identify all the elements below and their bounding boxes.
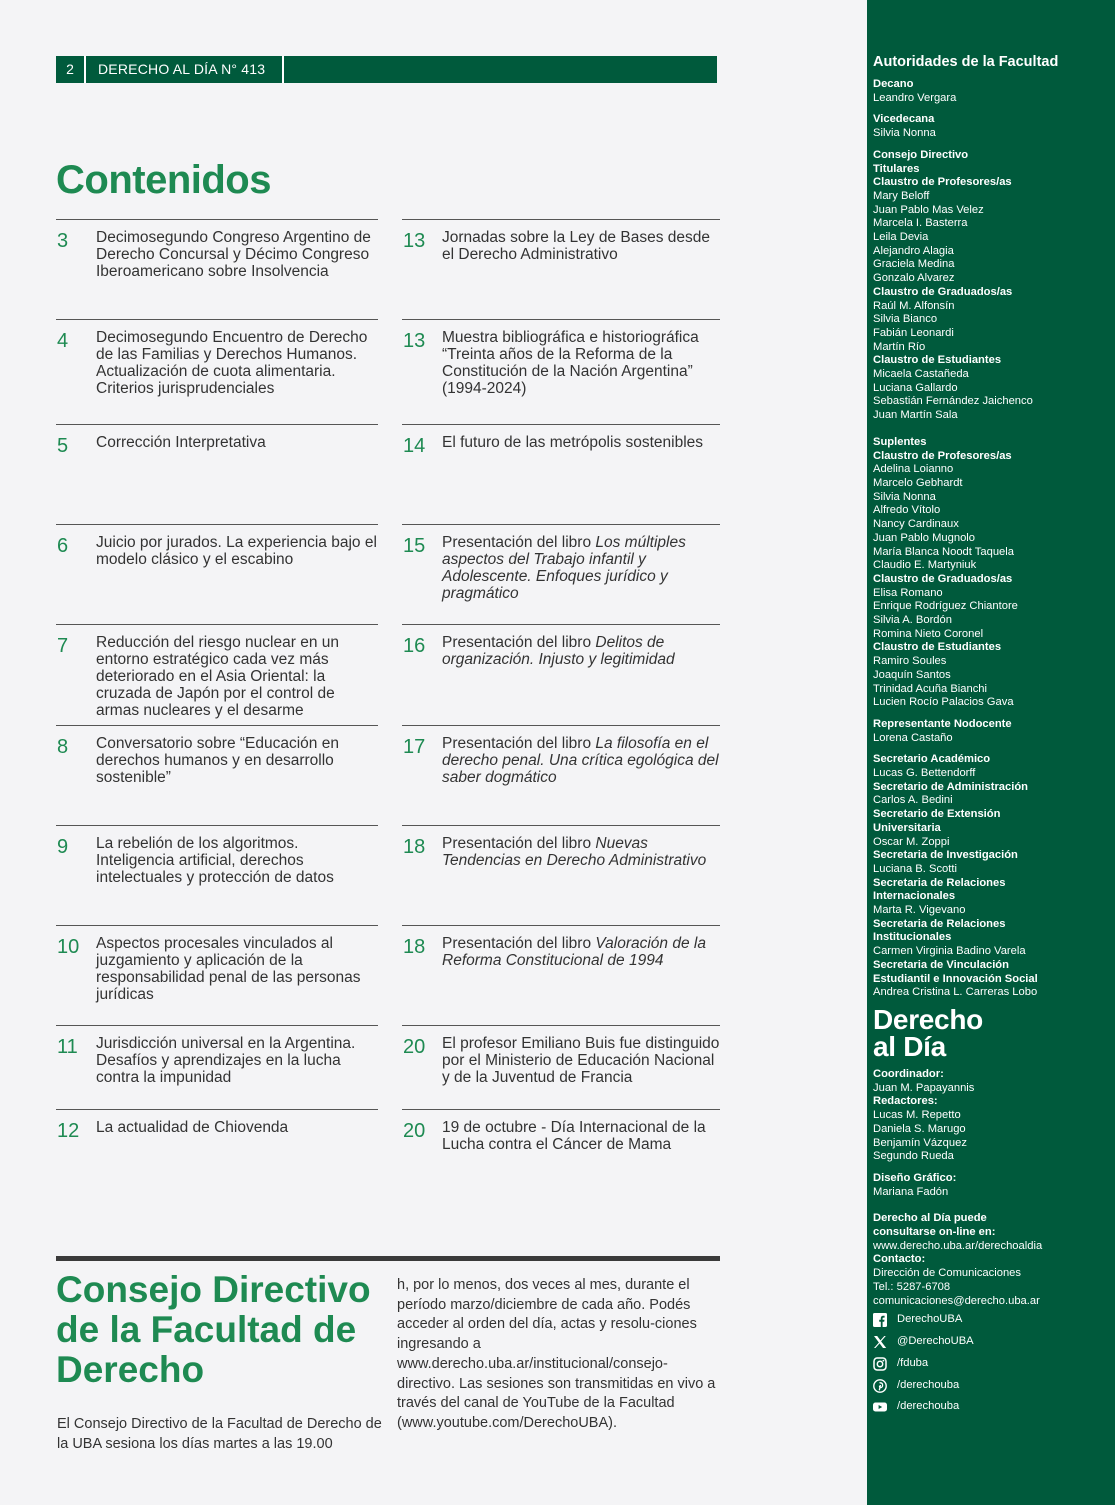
toc-item[interactable]: [56, 725, 378, 825]
toc-item[interactable]: [402, 1109, 720, 1209]
toc-item[interactable]: [56, 925, 378, 1025]
toc-title-italic: La filosofía en el derecho penal. Una crítica egológica del saber dogmático: [442, 735, 719, 786]
toc-page-number: 17: [403, 736, 426, 758]
sidebar-label: Estudiantil e Innovación Social: [873, 972, 1038, 985]
toc-title: [442, 534, 720, 602]
consejo-text-right: h, por lo menos, dos veces al mes, durante el período marzo/diciembre de cada año. Podés acceder al orden del día, actas y resolu-ciones ingresando a www.derecho.uba.ar/institucional/consejo-directivo. Las sesiones son transmitidas en vivo a través del canal de YouTube de la Facultad (www.youtube.com/DerechoUBA).: [397, 1277, 716, 1431]
toc-title-text: La rebelión de los algoritmos. Inteligencia artificial, derechos intelectuales y protección de datos: [96, 835, 334, 886]
sidebar-name: Juan Pablo Mugnolo: [873, 531, 976, 544]
sidebar-name: Segundo Rueda: [873, 1150, 954, 1163]
header-bar: [56, 56, 717, 83]
toc-item[interactable]: [402, 925, 720, 1025]
toc-title-text: Decimosegundo Encuentro de Derecho de las Familias y Derechos Humanos. Actualización de cuota alimentaria. Criterios jurisprudenciales: [96, 329, 368, 397]
page-number: 2: [56, 56, 86, 83]
toc-page-number: 8: [57, 736, 69, 758]
toc-title: [96, 1035, 378, 1086]
consejo-text-left: El Consejo Directivo de la Facultad de Derecho de la UBA sesiona los días martes a las 19.00: [57, 1416, 382, 1452]
toc-page-number: 12: [57, 1120, 80, 1142]
sidebar-name: María Blanca Noodt Taquela: [873, 545, 1014, 558]
sidebar-name: Raúl M. Alfonsín: [873, 299, 955, 312]
spacer: [873, 745, 1109, 753]
toc-title-text: Juicio por jurados. La experiencia bajo el modelo clásico y el escabino: [96, 534, 377, 568]
toc-title: [442, 1035, 720, 1086]
sidebar-name: Micaela Castañeda: [873, 368, 969, 381]
contents-title: Contenidos: [56, 158, 271, 202]
facebook-icon: [873, 1313, 887, 1327]
toc-item[interactable]: [402, 725, 720, 825]
toc-title-italic: Los múltiples aspectos del Trabajo infantil y Adolescente. Enfoques jurídico y pragmático: [442, 534, 686, 602]
toc-title-text: Presentación del libro: [442, 534, 596, 551]
sidebar-label: Derecho al Día puede: [873, 1212, 987, 1225]
sidebar-label: Coordinador:: [873, 1068, 944, 1080]
sidebar-name: Lucien Rocío Palacios Gava: [873, 696, 1014, 709]
toc-title: [442, 835, 720, 869]
sidebar-name: Marta R. Vigevano: [873, 904, 966, 917]
sidebar-name: Silvia Bianco: [873, 313, 938, 326]
x-icon: [873, 1335, 887, 1349]
sidebar-label: Claustro de Profesores/as: [873, 176, 1012, 189]
social-link-x[interactable]: [873, 1331, 1109, 1353]
toc-title-text: Jornadas sobre la Ley de Bases desde el Derecho Administrativo: [442, 229, 710, 263]
toc-page-number: 3: [57, 230, 69, 252]
toc-title-text: El futuro de las metrópolis sostenibles: [442, 434, 704, 451]
sidebar-authorities: [867, 0, 1115, 1505]
sidebar-name: Trinidad Acuña Bianchi: [873, 682, 988, 695]
toc-title-italic: Valoración de la Reforma Constitucional de 1994: [442, 935, 706, 969]
toc-title-text: Muestra bibliográfica e historiográfica “Treinta años de la Reforma de la Constitución de la Nación Argentina” (1994-2024): [442, 329, 699, 397]
toc-title: [96, 935, 378, 1003]
social-handle: /derechouba: [897, 1400, 960, 1413]
sidebar-name: Tel.: 5287-6708: [873, 1280, 951, 1293]
staff-list: [873, 1068, 1109, 1308]
sidebar-name: Lucas G. Bettendorff: [873, 767, 976, 780]
sidebar-label: Claustro de Estudiantes: [873, 641, 1002, 654]
toc-title: [442, 229, 720, 263]
spacer: [873, 1164, 1109, 1172]
sidebar-name: Claudio E. Martyniuk: [873, 559, 977, 572]
toc-title-text: Reducción del riesgo nuclear en un entorno estratégico cada vez más deteriorado en el Asia Oriental: la cruzada de Japón por el control de armas nucleares y el desarme: [96, 634, 339, 719]
toc-title: [442, 329, 720, 397]
sidebar-label: Consejo Directivo: [873, 148, 969, 161]
toc-page-number: 6: [57, 535, 69, 557]
sidebar-name: Fabián Leonardi: [873, 326, 954, 339]
toc-title: [96, 1119, 378, 1136]
sidebar-label: Secretaria de Investigación: [873, 849, 1018, 862]
toc-page-number: 13: [403, 230, 426, 252]
sidebar-name: Romina Nieto Coronel: [873, 627, 984, 640]
sidebar-name: Silvia A. Bordón: [873, 614, 952, 627]
social-handle: /derechouba: [897, 1378, 960, 1391]
sidebar-name: Mariana Fadón: [873, 1185, 949, 1198]
toc-title: [96, 329, 378, 397]
toc-title-text: Presentación del libro: [442, 634, 596, 651]
sidebar-name: Juan Pablo Mas Velez: [873, 203, 984, 216]
sidebar-name: Leila Devia: [873, 231, 929, 244]
toc-title-text: Presentación del libro: [442, 935, 596, 952]
sidebar-label: Claustro de Estudiantes: [873, 354, 1002, 367]
toc-item[interactable]: [56, 424, 378, 524]
sidebar-label: Secretario de Extensión: [873, 808, 1001, 821]
toc-page-number: 18: [403, 836, 426, 858]
toc-page-number: 4: [57, 330, 69, 352]
sidebar-label: Claustro de Profesores/as: [873, 449, 1012, 462]
issue-title: DERECHO AL DÍA N° 413: [86, 56, 284, 83]
sidebar-name: Daniela S. Marugo: [873, 1122, 966, 1135]
toc-title-italic: Nuevas Tendencias en Derecho Administrativo: [442, 835, 707, 869]
sidebar-name: Carmen Virginia Badino Varela: [873, 945, 1026, 958]
toc-item[interactable]: [56, 219, 378, 319]
sidebar-label: Claustro de Graduados/as: [873, 285, 1013, 298]
toc-item[interactable]: [402, 624, 720, 724]
toc-title-text: Aspectos procesales vinculados al juzgamiento y aplicación de la responsabilidad penal de las personas jurídicas: [96, 935, 361, 1003]
sidebar-label: Suplentes: [873, 435, 927, 448]
social-handle: @DerechoUBA: [897, 1335, 974, 1348]
sidebar-label: consultarse on-line en:: [873, 1226, 996, 1239]
toc-title-text: Presentación del libro: [442, 735, 596, 752]
sidebar-label: Institucionales: [873, 931, 952, 944]
spacer: [873, 423, 1109, 436]
toc-page-number: 9: [57, 836, 69, 858]
brand-title: [873, 1006, 1109, 1060]
sidebar-label: Vicedecana: [873, 113, 935, 126]
toc-item[interactable]: [56, 319, 378, 419]
toc-title-text: El profesor Emiliano Buis fue distinguido por el Ministerio de Educación Nacional y de la Juventud de Francia: [442, 1035, 720, 1086]
sidebar-label: Representante Nodocente: [873, 717, 1012, 730]
spacer: [873, 105, 1109, 113]
spacer: [873, 141, 1109, 149]
sidebar-name: www.derecho.uba.ar/derechoaldia: [873, 1239, 1043, 1252]
sidebar-name: Silvia Nonna: [873, 127, 936, 140]
toc-title: [96, 229, 378, 280]
sidebar-name: Andrea Cristina L. Carreras Lobo: [873, 986, 1038, 999]
toc-page-number: 20: [403, 1120, 426, 1142]
sidebar-name: Silvia Nonna: [873, 490, 936, 503]
toc-title: [96, 434, 378, 451]
sidebar-name: Lucas M. Repetto: [873, 1109, 961, 1122]
toc-title-italic: Delitos de organización. Injusto y legitimidad: [442, 634, 675, 668]
toc-item[interactable]: [56, 1109, 378, 1209]
toc-page-number: 14: [403, 435, 426, 457]
sidebar-name: Mary Beloff: [873, 189, 930, 202]
spacer: [873, 1199, 1109, 1212]
toc-item[interactable]: [56, 624, 378, 724]
sidebar-heading: Autoridades de la Facultad: [873, 54, 1059, 70]
sidebar-name: Marcelo Gebhardt: [873, 476, 963, 489]
sidebar-label: Secretario Académico: [873, 753, 991, 766]
sidebar-name: Graciela Medina: [873, 258, 955, 271]
toc-page-number: 15: [403, 535, 426, 557]
sidebar-name: Alejandro Alagia: [873, 244, 954, 257]
toc-item[interactable]: [56, 524, 378, 624]
sidebar-label: Contacto:: [873, 1253, 926, 1266]
sidebar-label: Redactores:: [873, 1095, 938, 1108]
toc-item[interactable]: [402, 319, 720, 419]
sidebar-name: Alfredo Vítolo: [873, 504, 941, 517]
toc-item[interactable]: [402, 524, 720, 624]
toc-page-number: 11: [57, 1036, 78, 1058]
sidebar-name: Luciana Gallardo: [873, 381, 958, 394]
toc-title-text: Corrección Interpretativa: [96, 434, 266, 451]
sidebar-name: Marcela I. Basterra: [873, 217, 968, 230]
sidebar-name: Gonzalo Alvarez: [873, 272, 955, 285]
toc-page-number: 16: [403, 635, 426, 657]
social-handle: DerechoUBA: [897, 1313, 963, 1326]
sidebar-name: Lorena Castaño: [873, 731, 953, 744]
toc-item[interactable]: [402, 825, 720, 925]
sidebar-name: Martín Río: [873, 340, 926, 353]
consejo-title: Consejo Directivo de la Facultad de Derecho: [56, 1269, 371, 1390]
social-handle: /fduba: [897, 1356, 929, 1369]
sidebar-label: Claustro de Graduados/as: [873, 572, 1013, 585]
sidebar-name: Sebastián Fernández Jaichenco: [873, 395, 1033, 408]
sidebar-label: Universitaria: [873, 821, 941, 834]
toc-title: [442, 634, 720, 668]
sidebar-name: Carlos A. Bedini: [873, 794, 953, 807]
sidebar-name: Adelina Loianno: [873, 463, 954, 476]
toc-page-number: 5: [57, 435, 69, 457]
sidebar-label: Decano: [873, 78, 914, 90]
section-divider: [56, 1256, 720, 1261]
social-link-facebook[interactable]: [873, 1309, 1109, 1331]
sidebar-name: Leandro Vergara: [873, 91, 957, 104]
toc-title-text: Decimosegundo Congreso Argentino de Derecho Concursal y Décimo Congreso Iberoamericano sobre Insolvencia: [96, 229, 371, 280]
social-link-youtube[interactable]: [873, 1396, 1109, 1418]
sidebar-name: Nancy Cardinaux: [873, 518, 959, 531]
toc-title: [442, 735, 720, 786]
toc-page-number: 20: [403, 1036, 426, 1058]
sidebar-name: Luciana B. Scotti: [873, 862, 957, 875]
pinterest-icon: [873, 1379, 887, 1393]
toc-title-text: 19 de octubre - Día Internacional de la Lucha contra el Cáncer de Mama: [442, 1119, 706, 1153]
sidebar-label: Internacionales: [873, 890, 956, 903]
toc-page-number: 18: [403, 936, 426, 958]
sidebar-name: Juan Martín Sala: [873, 409, 958, 422]
toc-page-number: 13: [403, 330, 426, 352]
toc-title: [442, 434, 720, 451]
instagram-icon: [873, 1357, 887, 1371]
toc-title: [96, 735, 378, 786]
toc-title-text: Presentación del libro: [442, 835, 596, 852]
sidebar-name: Juan M. Papayannis: [873, 1081, 975, 1094]
toc-title: [96, 835, 378, 886]
toc-title: [96, 634, 378, 719]
social-links: [873, 1309, 1109, 1418]
sidebar-name: Benjamín Vázquez: [873, 1136, 967, 1149]
brand-line-1: Derecho: [873, 1004, 983, 1035]
toc-title: [96, 534, 378, 568]
sidebar-label: Secretaria de Relaciones: [873, 917, 1006, 930]
social-link-pinterest[interactable]: [873, 1375, 1109, 1397]
sidebar-name: Dirección de Comunicaciones: [873, 1267, 1021, 1280]
sidebar-label: Secretaria de Relaciones: [873, 876, 1006, 889]
sidebar-name: Joaquín Santos: [873, 668, 951, 681]
sidebar-name: Enrique Rodríguez Chiantore: [873, 600, 1018, 613]
authorities-list: [873, 78, 1109, 1000]
sidebar-name: Ramiro Soules: [873, 655, 947, 668]
toc-item[interactable]: [56, 825, 378, 925]
toc-item[interactable]: [402, 424, 720, 524]
brand-line-2: al Día: [873, 1031, 946, 1062]
toc-title-text: Jurisdicción universal en la Argentina. Desafíos y aprendizajes en la lucha contra la impunidad: [96, 1035, 356, 1086]
social-link-instagram[interactable]: [873, 1353, 1109, 1375]
toc-title-text: Conversatorio sobre “Educación en derechos humanos y en desarrollo sostenible”: [96, 735, 339, 786]
toc-title: [442, 935, 720, 969]
toc-page-number: 7: [57, 635, 69, 657]
sidebar-name: Oscar M. Zoppi: [873, 835, 950, 848]
youtube-icon: [873, 1400, 887, 1414]
sidebar-name: comunicaciones@derecho.uba.ar: [873, 1294, 1040, 1307]
sidebar-name: Elisa Romano: [873, 586, 943, 599]
toc-title: [442, 1119, 720, 1153]
sidebar-label: Diseño Gráfico:: [873, 1171, 957, 1184]
sidebar-label: Secretario de Administración: [873, 780, 1029, 793]
toc-title-text: La actualidad de Chiovenda: [96, 1119, 289, 1136]
sidebar-label: Secretaria de Vinculación: [873, 958, 1009, 971]
spacer: [873, 710, 1109, 718]
sidebar-label: Titulares: [873, 162, 920, 175]
toc-page-number: 10: [57, 936, 80, 958]
toc-item[interactable]: [402, 219, 720, 319]
